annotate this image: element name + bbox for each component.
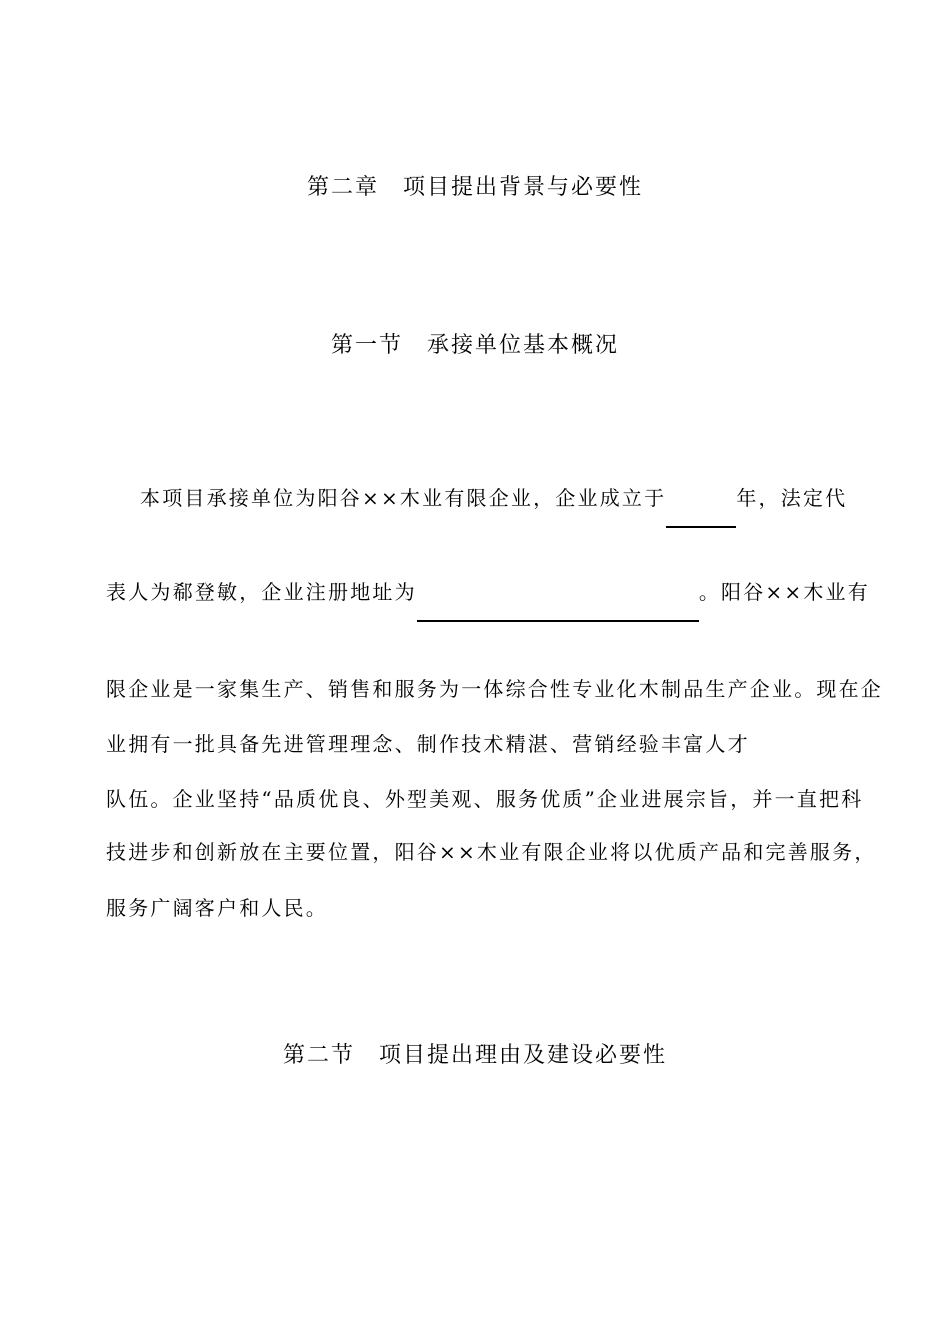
paragraph-line-1 [140,484,847,512]
paragraph-line-6: 技进步和创新放在主要位置，阳谷××木业有限企业将以优质产品和完善服务， [106,840,877,864]
paragraph-line-4: 业拥有一批具备先进管理理念、制作技术精湛、营销经验丰富人才 [106,732,750,756]
registered-address-blank [417,578,699,606]
paragraph-line-5: 队伍。企业坚持“品质优良、外型美观、服务优质”企业进展宗旨，并一直把科 [106,787,864,811]
paragraph-line-7: 服务广阔客户和人民。 [106,896,328,920]
line-2-text-a: 表人为郗登敏，企业注册地址为 [106,580,417,604]
paragraph-line-3: 限企业是一家集生产、销售和服务为一体综合性专业化木制品生产企业。现在企 [106,677,883,701]
founding-year-blank [666,484,736,512]
line-1-text-a: 本项目承接单位为阳谷××木业有限企业，企业成立于 [140,486,667,510]
chapter-title: 第二章 项目提出背景与必要性 [306,175,643,200]
line-1-text-b: 年，法定代 [736,486,848,510]
line-2-text-b: 。阳谷××木业有 [698,580,870,604]
paragraph-line-2 [106,578,870,606]
section-2-title: 第二节 项目提出理由及建设必要性 [282,1043,667,1068]
section-1-title: 第一节 承接单位基本概况 [330,333,619,358]
